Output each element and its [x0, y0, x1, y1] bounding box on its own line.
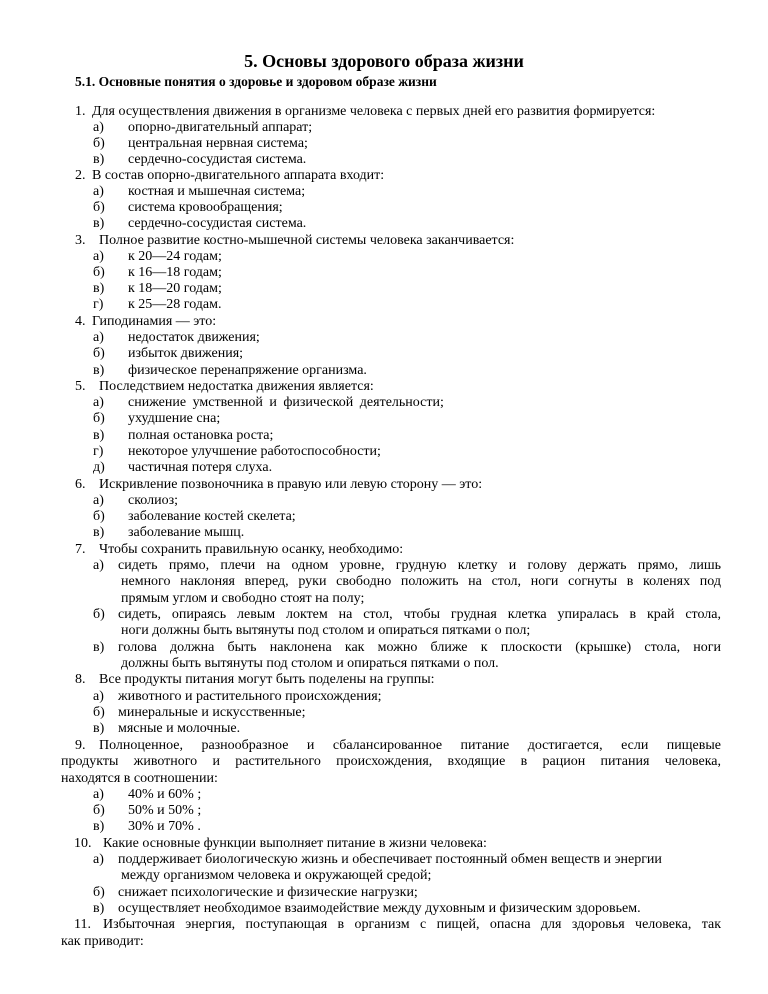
option-letter: б) — [93, 509, 105, 524]
option-letter: б) — [93, 607, 105, 622]
question-text: Полное развитие костно-мышечной системы человека заканчивается: — [99, 233, 515, 248]
option-letter: а) — [93, 689, 104, 704]
option-letter: а) — [93, 120, 104, 135]
question-number: 5. — [75, 379, 86, 394]
question-text: Все продукты питания могут быть поделены на группы: — [99, 672, 435, 687]
option-text: физическое перенапряжение организма. — [128, 363, 367, 378]
option-text: поддерживает биологическую жизнь и обеспечивает постоянный обмен веществ и энергии — [118, 852, 662, 867]
option-text: 30% и 70% . — [128, 819, 201, 834]
question-text: Какие основные функции выполняет питание в жизни человека: — [103, 836, 487, 851]
option-text: центральная нервная система; — [128, 136, 308, 151]
option-text: сколиоз; — [128, 493, 179, 508]
option-letter: а) — [93, 395, 104, 410]
option-text: снижает психологические и физические нагрузки; — [118, 885, 418, 900]
option-letter: а) — [93, 787, 104, 802]
option-letter: в) — [93, 721, 105, 736]
option-letter: б) — [93, 265, 105, 280]
option-text: должны быть вытянуты под столом и опираться пятками о пол. — [121, 656, 499, 671]
option-letter: б) — [93, 136, 105, 151]
option-text: опорно-двигательный аппарат; — [128, 120, 313, 135]
option-letter: б) — [93, 411, 105, 426]
option-letter: д) — [93, 460, 105, 475]
option-text: полная остановка роста; — [128, 428, 274, 443]
question-text: Избыточная энергия, поступающая в организм с пищей, опасна для здоровья человека, так — [103, 917, 721, 932]
option-letter: в) — [93, 363, 105, 378]
option-text: к 20—24 годам; — [128, 249, 222, 264]
option-text: недостаток движения; — [128, 330, 260, 345]
option-text: между организмом человека и окружающей средой; — [121, 868, 432, 883]
option-letter: б) — [93, 346, 105, 361]
option-text: к 25—28 годам. — [128, 297, 222, 312]
option-letter: в) — [93, 640, 105, 655]
option-text: сидеть прямо, плечи на одном уровне, грудную клетку и голову держать прямо, лишь — [118, 558, 721, 573]
question-text: продукты животного и растительного происхождения, входящие в рацион питания человека, — [61, 754, 721, 769]
question-number: 6. — [75, 477, 86, 492]
option-letter: а) — [93, 249, 104, 264]
option-text: ухудшение сна; — [128, 411, 221, 426]
option-text: частичная потеря слуха. — [128, 460, 273, 475]
option-text: сердечно-сосудистая система. — [128, 216, 307, 231]
option-text: осуществляет необходимое взаимодействие между духовным и физическим здоровьем. — [118, 901, 641, 916]
option-letter: а) — [93, 558, 104, 573]
option-letter: а) — [93, 493, 104, 508]
page-title: 5. Основы здорового образа жизни — [244, 51, 524, 71]
option-text: 50% и 50% ; — [128, 803, 202, 818]
question-text: находятся в соотношении: — [61, 771, 218, 786]
option-text: к 18—20 годам; — [128, 281, 222, 296]
question-number: 3. — [75, 233, 86, 248]
option-letter: а) — [93, 184, 104, 199]
option-text: животного и растительного происхождения; — [118, 689, 382, 704]
question-number: 11. — [74, 917, 91, 932]
question-number: 1. — [75, 104, 86, 119]
option-letter: в) — [93, 152, 105, 167]
question-text: Гиподинамия — это: — [92, 314, 217, 329]
option-letter: а) — [93, 852, 104, 867]
option-text: немного наклоняя вперед, руки свободно положить на стол, ноги согнуты в коленях под — [121, 574, 721, 589]
option-letter: в) — [93, 525, 105, 540]
option-letter: в) — [93, 281, 105, 296]
option-letter: б) — [93, 803, 105, 818]
option-letter: г) — [93, 297, 104, 312]
option-text: система кровообращения; — [128, 200, 283, 215]
question-text: Последствием недостатка движения является: — [99, 379, 374, 394]
question-number: 10. — [74, 836, 92, 851]
question-text: Искривление позвоночника в правую или левую сторону — это: — [99, 477, 483, 492]
option-letter: г) — [93, 444, 104, 459]
option-letter: в) — [93, 819, 105, 834]
option-text: мясные и молочные. — [118, 721, 241, 736]
option-letter: в) — [93, 901, 105, 916]
question-number: 2. — [75, 168, 86, 183]
question-number: 8. — [75, 672, 86, 687]
option-letter: в) — [93, 216, 105, 231]
question-number: 4. — [75, 314, 86, 329]
option-text: 40% и 60% ; — [128, 787, 202, 802]
option-text: ноги должны быть вытянуты под столом и опираться пятками о пол; — [121, 623, 531, 638]
option-text: заболевание мышц. — [128, 525, 245, 540]
option-text: сердечно-сосудистая система. — [128, 152, 307, 167]
option-text: минеральные и искусственные; — [118, 705, 306, 720]
option-text: прямым углом и свободно стоят на полу; — [121, 591, 365, 606]
option-letter: а) — [93, 330, 104, 345]
option-letter: б) — [93, 885, 105, 900]
option-text: костная и мышечная система; — [128, 184, 306, 199]
option-text: к 16—18 годам; — [128, 265, 222, 280]
question-text: как приводит: — [61, 934, 144, 949]
option-text: некоторое улучшение работоспособности; — [128, 444, 381, 459]
option-letter: в) — [93, 428, 105, 443]
question-number: 7. — [75, 542, 86, 557]
option-text: избыток движения; — [128, 346, 244, 361]
option-text: сидеть, опираясь левым локтем на стол, чтобы грудная клетка упиралась в край стола, — [118, 607, 721, 622]
section-heading: 5.1. Основные понятия о здоровье и здоровом образе жизни — [75, 74, 437, 89]
option-text: голова должна быть наклонена как можно ближе к плоскости (крышке) стола, ноги — [118, 640, 721, 655]
question-text: В состав опорно-двигательного аппарата входит: — [92, 168, 385, 183]
question-text: Полноценное, разнообразное и сбалансированное питание достигается, если пищевые — [99, 738, 721, 753]
option-text: снижение умственной и физической деятельности; — [128, 395, 444, 410]
question-text: Для осуществления движения в организме человека с первых дней его развития формируется: — [92, 104, 656, 119]
option-letter: б) — [93, 705, 105, 720]
option-text: заболевание костей скелета; — [128, 509, 296, 524]
question-text: Чтобы сохранить правильную осанку, необходимо: — [99, 542, 404, 557]
question-number: 9. — [75, 738, 86, 753]
option-letter: б) — [93, 200, 105, 215]
